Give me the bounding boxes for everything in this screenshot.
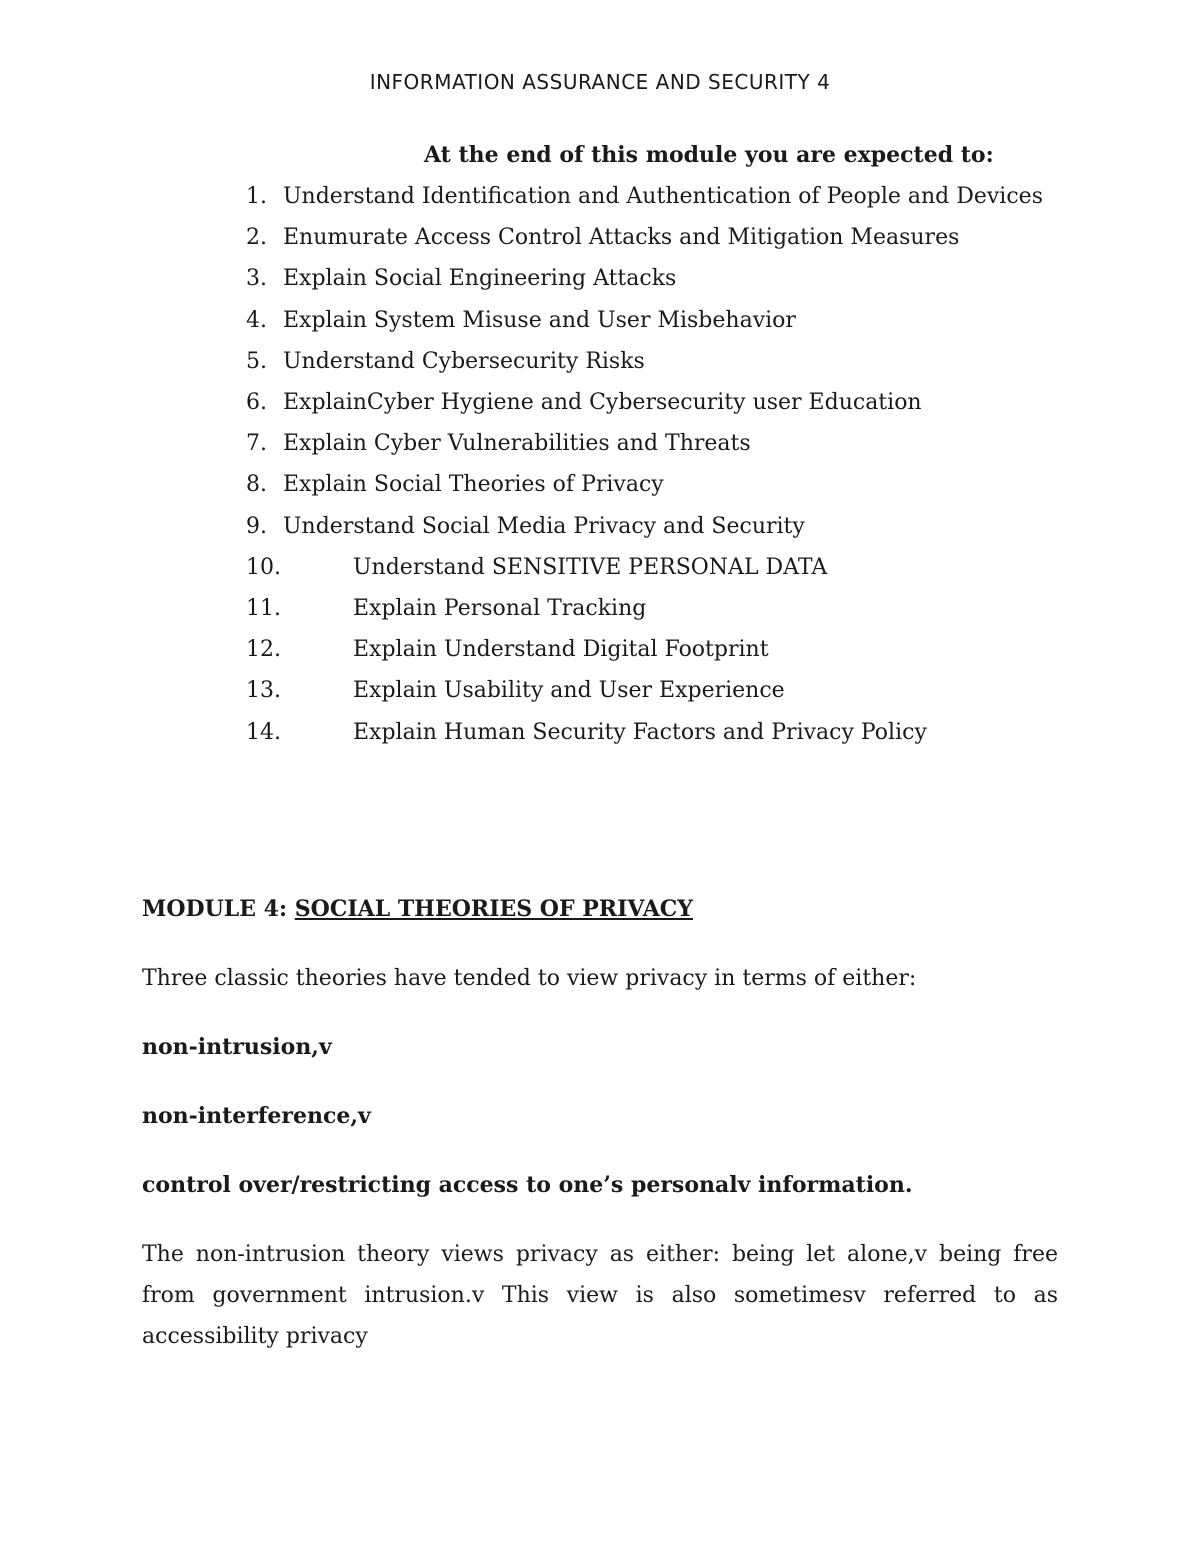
list-item-text: Explain Cyber Vulnerabilities and Threats [283, 431, 751, 457]
list-item [246, 506, 1058, 547]
module-title: SOCIAL THEORIES OF PRIVACY [294, 896, 693, 922]
list-item-text: Understand Identification and Authentication of People and Devices [283, 184, 1043, 209]
list-item-text: Explain Personal Tracking [353, 596, 647, 622]
list-item [246, 547, 1058, 588]
list-item [246, 258, 1058, 299]
list-item [246, 670, 1058, 711]
list-item [246, 712, 1058, 753]
list-item-number: 13. [246, 678, 281, 704]
list-item-number: 3. [246, 266, 267, 292]
list-item-number: 11. [246, 596, 281, 622]
list-item-text: Understand Social Media Privacy and Security [283, 513, 805, 539]
list-item-text: Explain Understand Digital Footprint [353, 637, 769, 663]
list-item-number: 7. [246, 431, 267, 457]
list-item [246, 629, 1058, 670]
list-item [246, 588, 1058, 629]
list-item [246, 217, 1058, 258]
list-item-number: 4. [246, 307, 267, 333]
list-item-text: Explain Social Theories of Privacy [283, 472, 664, 498]
list-item-number: 8. [246, 472, 267, 498]
list-item-text: Explain Human Security Factors and Privacy Policy [353, 719, 927, 745]
objectives-list [246, 176, 1058, 753]
list-item [246, 341, 1058, 382]
list-item [246, 382, 1058, 423]
objectives-title: At the end of this module you are expected to: [424, 142, 994, 168]
list-item [246, 464, 1058, 505]
list-item [246, 423, 1058, 464]
list-item-text: Understand SENSITIVE PERSONAL DATA [353, 554, 828, 580]
theory-non-intrusion: non-intrusion,v [142, 1034, 332, 1060]
list-item-number: 1. [246, 184, 267, 209]
module-prefix: MODULE 4: [142, 896, 295, 922]
list-item-number: 9. [246, 513, 267, 539]
list-item-number: 10. [246, 554, 281, 580]
list-item-number: 12. [246, 637, 281, 663]
list-item-text: Enumurate Access Control Attacks and Mitigation Measures [283, 225, 960, 251]
body-paragraph: The non-intrusion theory views privacy as either: being let alone,v being free from government intrusion.v This view is also sometimesv referred to as accessibility privacy [142, 1242, 1058, 1350]
list-item-number: 2. [246, 225, 267, 251]
intro-paragraph: Three classic theories have tended to view privacy in terms of either: [142, 966, 917, 991]
list-item-number: 6. [246, 390, 267, 416]
list-item [246, 176, 1058, 217]
list-item-number: 5. [246, 348, 267, 374]
list-item-text: ExplainCyber Hygiene and Cybersecurity user Education [283, 390, 922, 416]
list-item-text: Explain System Misuse and User Misbehavior [283, 307, 796, 333]
list-item-text: Explain Social Engineering Attacks [283, 266, 677, 292]
document-header: INFORMATION ASSURANCE AND SECURITY 4 [369, 70, 831, 94]
list-item [246, 300, 1058, 341]
list-item-text: Understand Cybersecurity Risks [283, 348, 645, 374]
list-item-text: Explain Usability and User Experience [353, 678, 785, 704]
theory-control: control over/restricting access to one’s personalv information. [142, 1172, 913, 1198]
theory-non-interference: non-interference,v [142, 1103, 371, 1129]
module-heading [142, 896, 693, 922]
list-item-number: 14. [246, 719, 281, 745]
